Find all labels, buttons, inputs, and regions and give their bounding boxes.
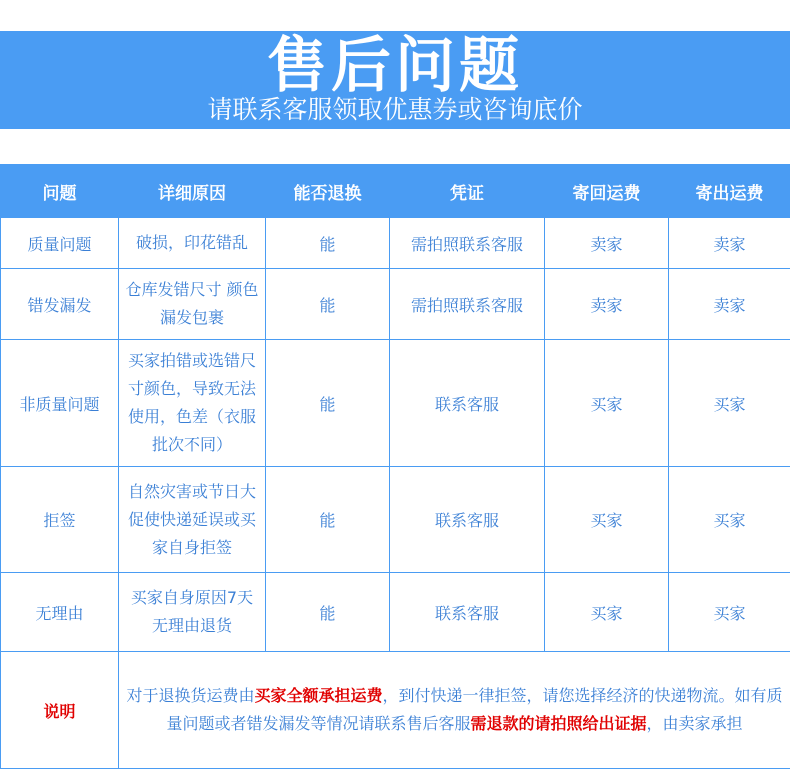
proof-cell: 联系客服	[390, 340, 545, 467]
outbound-shipping-cell: 买家	[669, 340, 790, 467]
note-label: 说明	[1, 652, 119, 769]
outbound-shipping-cell: 买家	[669, 573, 790, 652]
note-text	[119, 652, 790, 769]
return-shipping-cell: 买家	[545, 573, 669, 652]
table-row	[1, 340, 790, 467]
problem-cell: 无理由	[1, 573, 119, 652]
reason-cell: 买家自身原因7天无理由退货	[119, 573, 266, 652]
page-title: 售后问题	[267, 31, 523, 101]
header-cell-return-shipping: 寄回运费	[545, 165, 669, 218]
table-row	[1, 269, 790, 340]
note-emphasis: 买家全额承担运费	[254, 686, 383, 705]
return-shipping-cell: 卖家	[545, 269, 669, 340]
reason-cell: 自然灾害或节日大促使快递延误或买家自身拒签	[119, 467, 266, 573]
return-shipping-cell: 买家	[545, 340, 669, 467]
problem-cell: 非质量问题	[1, 340, 119, 467]
note-part: ，到付快递一律拒签，请您选择经济的快递物流。如有质量问题或者错发漏发等情况请联系售后客服	[166, 686, 783, 733]
proof-cell: 需拍照联系客服	[390, 218, 545, 269]
reason-cell: 破损，印花错乱	[119, 218, 266, 269]
outbound-shipping-cell: 买家	[669, 467, 790, 573]
proof-cell: 需拍照联系客服	[390, 269, 545, 340]
note-row	[1, 652, 790, 769]
header-banner	[0, 31, 790, 129]
problem-cell: 质量问题	[1, 218, 119, 269]
returnable-cell: 能	[266, 573, 390, 652]
returnable-cell: 能	[266, 467, 390, 573]
header-cell-problem: 问题	[1, 165, 119, 218]
return-shipping-cell: 卖家	[545, 218, 669, 269]
reason-cell: 买家拍错或选错尺寸颜色，导致无法使用，色差（衣服批次不同）	[119, 340, 266, 467]
return-shipping-cell: 买家	[545, 467, 669, 573]
table-row	[1, 467, 790, 573]
proof-cell: 联系客服	[390, 573, 545, 652]
returnable-cell: 能	[266, 340, 390, 467]
outbound-shipping-cell: 卖家	[669, 218, 790, 269]
proof-cell: 联系客服	[390, 467, 545, 573]
problem-cell: 拒签	[1, 467, 119, 573]
reason-cell: 仓库发错尺寸 颜色漏发包裹	[119, 269, 266, 340]
note-emphasis: 需退款的请拍照给出证据	[470, 714, 647, 733]
returnable-cell: 能	[266, 269, 390, 340]
header-cell-outbound-shipping: 寄出运费	[669, 165, 790, 218]
outbound-shipping-cell: 卖家	[669, 269, 790, 340]
note-part: ，由卖家承担	[646, 714, 743, 733]
table-row	[1, 573, 790, 652]
problem-cell: 错发漏发	[1, 269, 119, 340]
after-sales-table	[0, 164, 790, 769]
note-part: 对于退换货运费由	[126, 686, 255, 705]
header-cell-returnable: 能否退换	[266, 165, 390, 218]
returnable-cell: 能	[266, 218, 390, 269]
table-header-row	[1, 165, 790, 218]
header-cell-reason: 详细原因	[119, 165, 266, 218]
table-row	[1, 218, 790, 269]
page-subtitle: 请联系客服领取优惠券或咨询底价	[207, 95, 583, 124]
header-cell-proof: 凭证	[390, 165, 545, 218]
